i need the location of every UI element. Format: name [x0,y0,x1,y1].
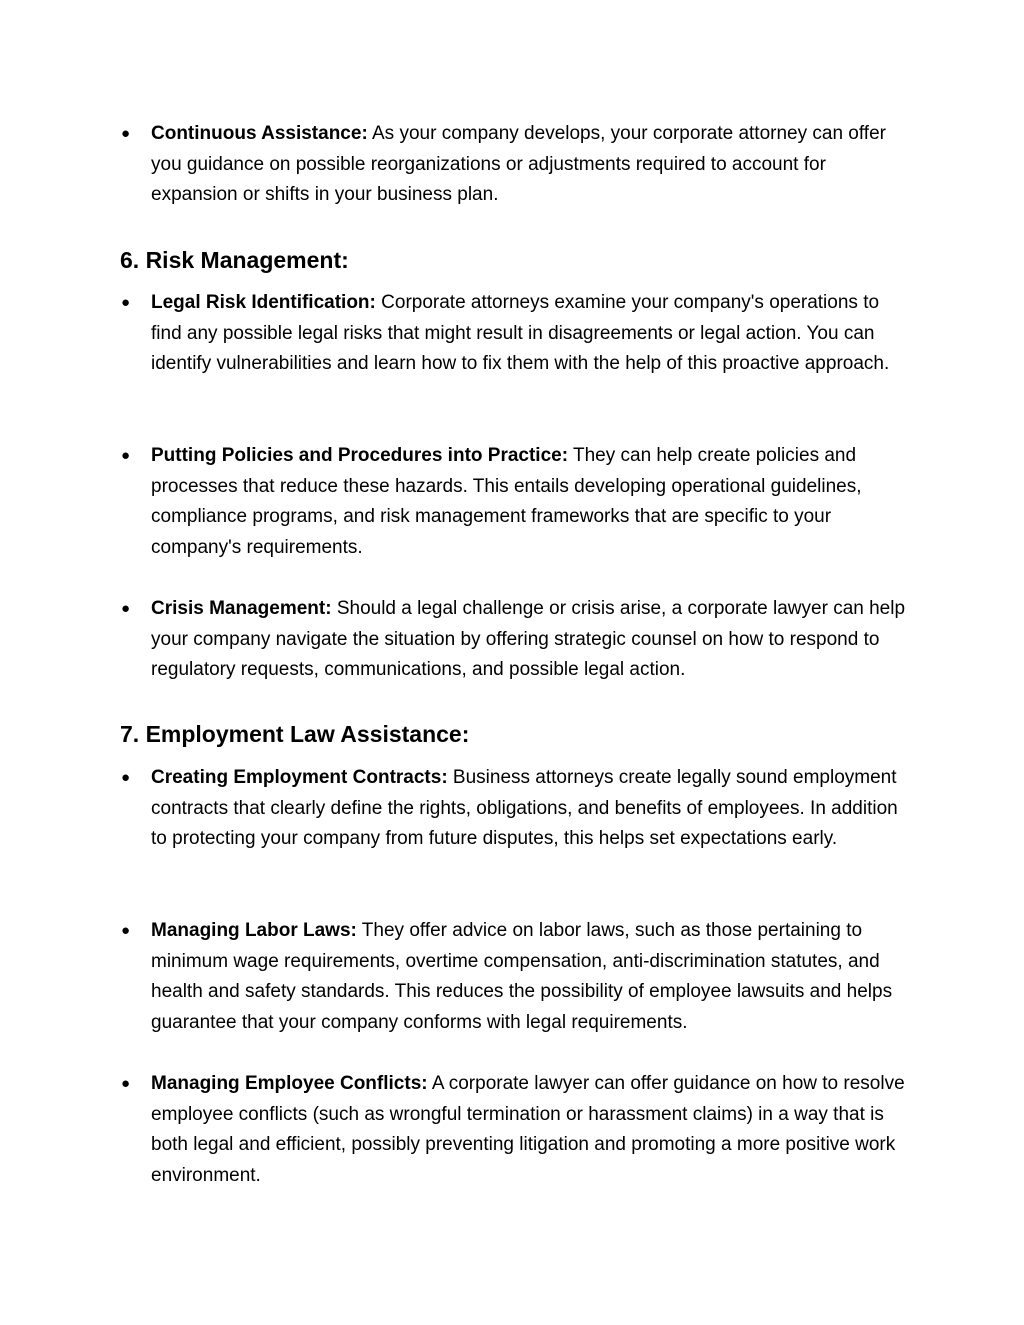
item-term: Managing Labor Laws: [151,920,357,941]
bullet: ● [121,769,131,786]
bullet: ● [121,600,131,617]
item-text: Corporate attorneys examine your company's operations to find any possible legal risks that might result in disagreements or legal action. You can identify vulnerabilities and learn how to fix them with the help of this proactive approach. [151,292,890,374]
list-item-employee-conflicts [121,1069,911,1191]
list-item-labor-laws [121,916,911,1038]
list-item-legal-risk-identification [121,288,911,380]
bullet: ● [121,125,131,142]
item-term: Managing Employee Conflicts: [151,1073,428,1094]
bullet: ● [121,447,131,464]
item-text: Should a legal challenge or crisis arise, a corporate lawyer can help your company navigate the situation by offering strategic counsel on how to respond to regulatory requests, communications, and possible legal action. [151,598,906,680]
item-text: As your company develops, your corporate attorney can offer you guidance on possible reorganizations or adjustments required to account for expansion or shifts in your business plan. [151,123,886,205]
list-item-continuous-assistance [121,119,911,211]
item-text: Business attorneys create legally sound employment contracts that clearly define the rights, obligations, and benefits of employees. In addition to protecting your company from future disputes, this helps set expectations early. [151,767,898,849]
bullet: ● [121,922,131,939]
bullet: ● [121,294,131,311]
item-term: Putting Policies and Procedures into Practice: [151,445,569,466]
item-text: They can help create policies and processes that reduce these hazards. This entails developing operational guidelines, compliance programs, and risk management frameworks that are specific to your company's requirements. [151,445,862,558]
bullet: ● [121,1075,131,1092]
item-term: Creating Employment Contracts: [151,767,448,788]
item-text: A corporate lawyer can offer guidance on how to resolve employee conflicts (such as wrongful termination or harassment claims) in a way that is both legal and efficient, possibly preventing litigation and promoting a more positive work environment. [151,1073,905,1186]
item-term: Crisis Management: [151,598,332,619]
list-item-policies-procedures [121,441,911,563]
section-heading-risk-management: 6. Risk Management: [120,247,349,273]
item-term: Continuous Assistance: [151,123,368,144]
list-item-crisis-management [121,594,911,686]
list-item-employment-contracts [121,763,911,855]
item-term: Legal Risk Identification: [151,292,376,313]
section-heading-employment-law: 7. Employment Law Assistance: [120,721,470,747]
item-text: They offer advice on labor laws, such as those pertaining to minimum wage requirements, overtime compensation, anti-discrimination statutes, and health and safety standards. This reduces the possibility of employee lawsuits and helps guarantee that your company conforms with legal requirements. [151,920,893,1033]
